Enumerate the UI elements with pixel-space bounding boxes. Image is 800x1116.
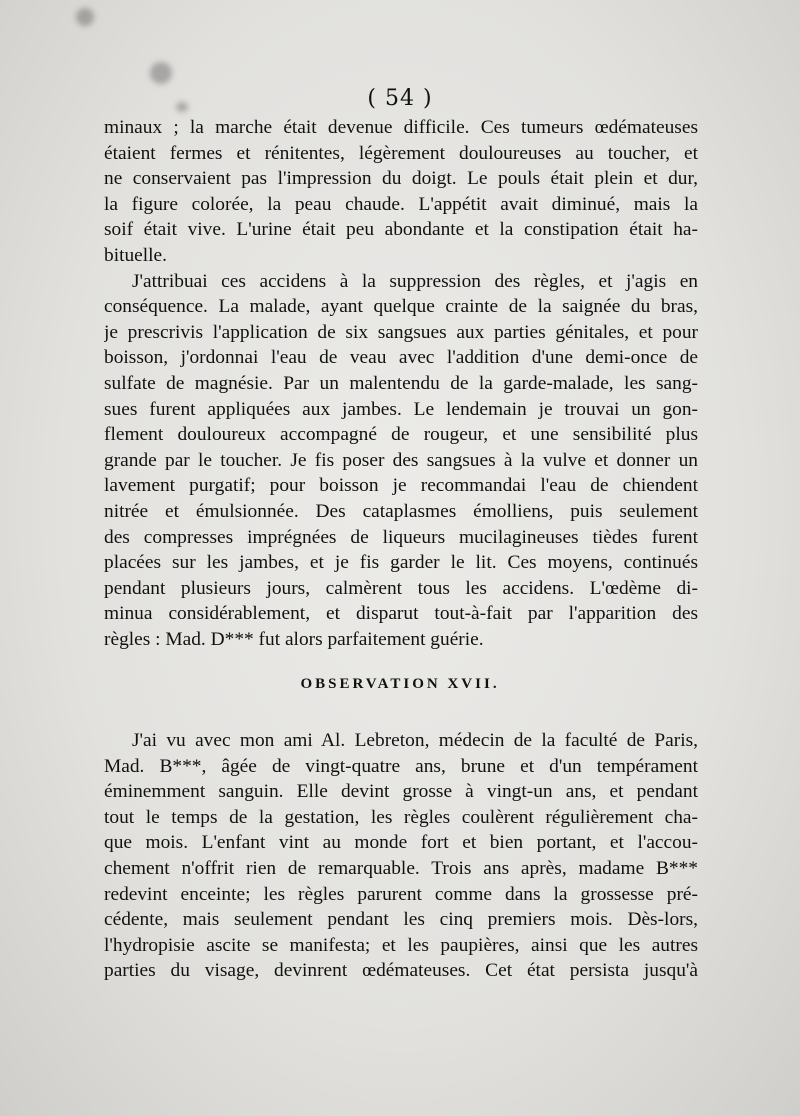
paragraph-block-observation-xvii [104,728,698,984]
text-line: tout le temps de la gestation, les règles coulèrent régulièrement cha- [104,806,698,828]
text-line: pendant plusieurs jours, calmèrent tous les accidens. L'œdème di- [104,577,698,599]
text-line: flement douloureux accompagné de rougeur, et une sensibilité plus [104,424,698,446]
text-line: je prescrivis l'application de six sangsues aux parties génitales, et pour [104,321,698,343]
text-line: sulfate de magnésie. Par un malentendu de la garde-malade, les sang- [104,372,698,394]
paragraph-block-observation-xvi [104,115,698,652]
page-number: ( 54 ) [367,86,433,111]
ink-smudge [76,8,94,26]
text-line: parties du visage, devinrent œdémateuses. Cet état persista jusqu'à [104,960,698,982]
text-line: chement n'offrit rien de remarquable. Trois ans après, madame B*** [104,857,698,879]
text-line: nitrée et émulsionnée. Des cataplasmes émolliens, puis seulement [104,500,698,522]
text-line: minua considérablement, et disparut tout-à-fait par l'apparition des [104,603,698,625]
text-line: que mois. L'enfant vint au monde fort et bien portant, et l'accou- [104,832,698,854]
text-line: minaux ; la marche était devenue difficile. Ces tumeurs œdémateuses [104,117,698,138]
text-line: la figure colorée, la peau chaude. L'appétit avait diminué, mais la [104,193,698,215]
text-line: boisson, j'ordonnai l'eau de veau avec l'addition d'une demi-once de [104,347,698,369]
text-line: redevint enceinte; les règles parurent comme dans la grossesse pré- [104,883,698,905]
ink-smudge [150,62,172,84]
text-line: grande par le toucher. Je fis poser des sangsues à la vulve et donner un [104,449,698,471]
text-line: sues furent appliquées aux jambes. Le lendemain je trouvai un gon- [104,398,698,420]
text-line: des compresses imprégnées de liqueurs mucilagineuses tièdes furent [104,526,698,548]
text-line: bituelle. [104,244,168,266]
text-line: Mad. B***, âgée de vingt-quatre ans, brune et d'un tempérament [104,755,698,777]
section-heading: OBSERVATION XVII. [300,676,500,692]
text-line: l'hydropisie ascite se manifesta; et les paupières, ainsi que les autres [104,934,698,956]
text-line: éminemment sanguin. Elle devint grosse à vingt-un ans, et pendant [104,781,698,803]
text-line: placées sur les jambes, et je fis garder le lit. Ces moyens, continués [104,552,698,574]
text-line: règles : Mad. D*** fut alors parfaitement guérie. [104,628,484,650]
text-line: soif était vive. L'urine était peu abondante et la constipation était ha- [104,219,698,241]
text-line: lavement purgatif; pour boisson je recommandai l'eau de chiendent [104,475,698,497]
text-line: ne conservaient pas l'impression du doigt. Le pouls était plein et dur, [104,168,698,190]
text-line: cédente, mais seulement pendant les cinq premiers mois. Dès-lors, [104,909,698,931]
text-line: J'ai vu avec mon ami Al. Lebreton, médecin de la faculté de Paris, [132,730,698,751]
text-line: conséquence. La malade, ayant quelque crainte de la saignée du bras, [104,296,698,318]
text-line: étaient fermes et rénitentes, légèrement douloureuses au toucher, et [104,142,698,164]
text-line: J'attribuai ces accidens à la suppression des règles, et j'agis en [132,270,698,292]
